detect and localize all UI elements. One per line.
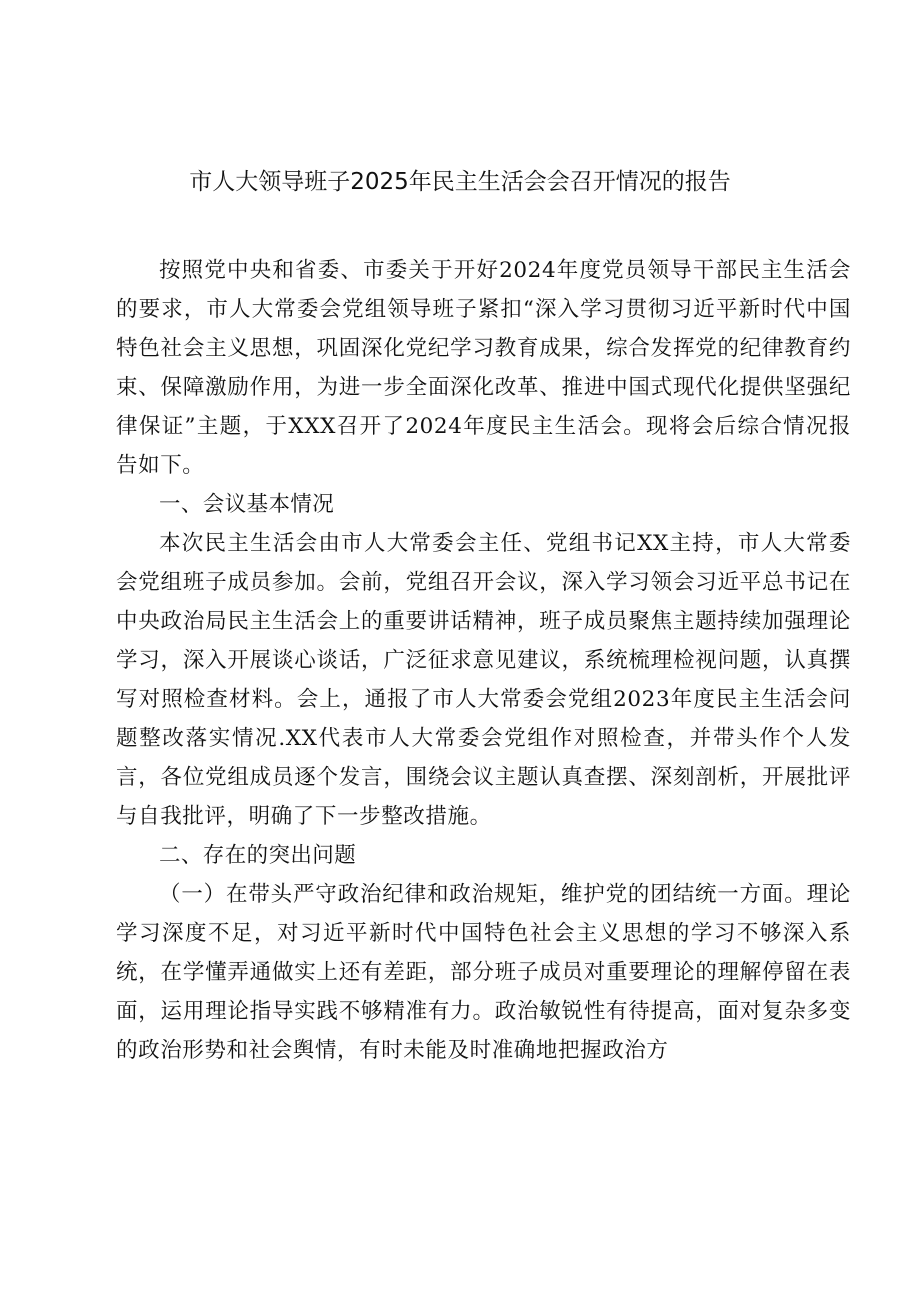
section-1-paragraph: 本次民主生活会由市人大常委会主任、党组书记XX主持，市人大常委会党组班子成员参加。会前，党组召开会议，深入学习领会习近平总书记在中央政治局民主生活会上的重要讲话精神，班子成员聚焦主题持续加强理论学习，深入开展谈心谈话，广泛征求意见建议，系统梳理检视问题，认真撰写对照检查材料。会上，通报了市人大常委会党组2023年度民主生活会问题整改落实情况.XX代表市人大常委会党组作对照检查，并带头作个人发言，各位党组成员逐个发言，围绕会议主题认真查摆、深刻剖析，开展批评与自我批评，明确了下一步整改措施。 — [116, 531, 851, 829]
document-title: 市人大领导班子2025年民主生活会会召开情况的报告 — [189, 169, 731, 195]
intro-paragraph: 按照党中央和省委、市委关于开好2024年度党员领导干部民主生活会的要求，市人大常委会党组领导班子紧扣“深入学习贯彻习近平新时代中国特色社会主义思想，巩固深化党纪学习教育成果，综合发挥党的纪律教育约束、保障激励作用，为进一步全面深化改革、推进中国式现代化提供坚强纪律保证”主题，于XXX召开了2024年度民主生活会。现将会后综合情况报告如下。 — [116, 258, 851, 478]
section-2-paragraph: （一）在带头严守政治纪律和政治规矩，维护党的团结统一方面。理论学习深度不足，对习近平新时代中国特色社会主义思想的学习不够深入系统，在学懂弄通做实上还有差距，部分班子成员对重要理论的理解停留在表面，运用理论指导实践不够精准有力。政治敏锐性有待提高，面对复杂多变的政治形势和社会舆情，有时未能及时准确地把握政治方 — [116, 882, 851, 1063]
section-heading-1: 一、会议基本情况 — [159, 492, 335, 517]
document-body — [116, 251, 851, 1070]
section-heading-2: 二、存在的突出问题 — [159, 843, 357, 868]
